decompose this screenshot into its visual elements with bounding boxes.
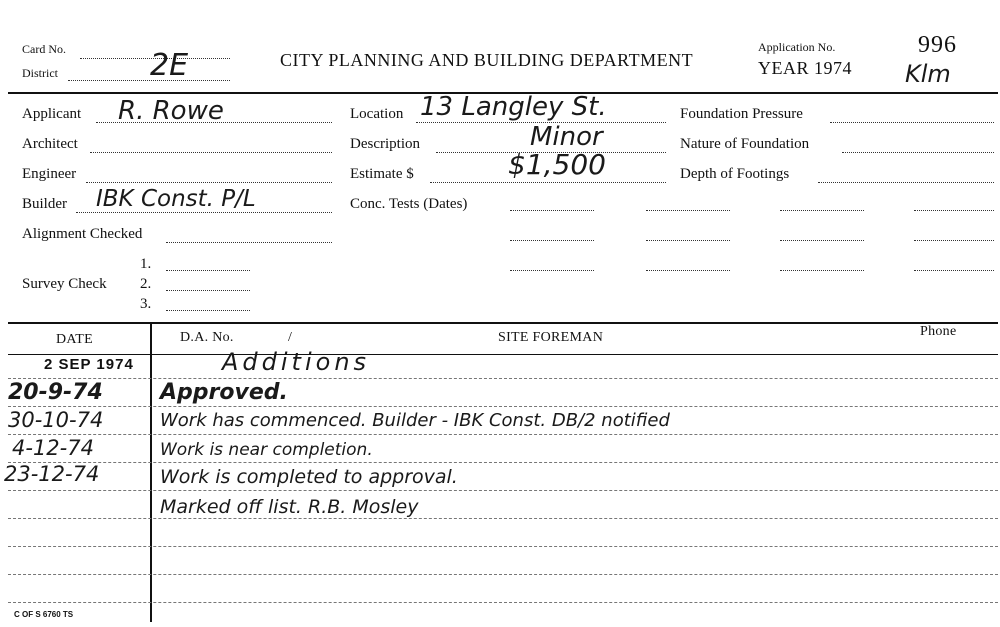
log-row-text: Work is completed to approval. [160, 466, 458, 488]
form-code: C OF S 6760 TS [14, 610, 74, 619]
row-divider [8, 462, 998, 463]
builder-line [76, 212, 332, 213]
foundation-pressure-label: Foundation Pressure [680, 106, 803, 122]
log-row-text: Approved. [160, 380, 288, 405]
row-divider [8, 518, 998, 519]
application-note: Klm [905, 60, 951, 88]
application-no-label: Application No. [758, 40, 836, 54]
survey-line-3 [166, 310, 250, 311]
nature-foundation-line [842, 152, 994, 153]
log-row-text: Work has commenced. Builder - IBK Const. DB/2 notified [160, 410, 670, 431]
district-line [68, 80, 230, 81]
row-divider [8, 406, 998, 407]
architect-label: Architect [22, 136, 78, 152]
log-header-site-foreman: SITE FOREMAN [498, 330, 604, 345]
nature-foundation-label: Nature of Foundation [680, 136, 810, 152]
log-row-date: 30-10-74 [8, 408, 104, 432]
log-row-text: Marked off list. R.B. Mosley [160, 496, 419, 518]
conc-test-line [914, 240, 994, 241]
log-header-date: DATE [56, 332, 93, 347]
engineer-label: Engineer [22, 166, 77, 182]
log-header-phone: Phone [920, 324, 957, 339]
estimate-label: Estimate $ [350, 166, 414, 182]
conc-tests-label: Conc. Tests (Dates) [350, 196, 468, 212]
conc-test-line [780, 240, 864, 241]
survey-line-2 [166, 290, 250, 291]
alignment-line [166, 242, 332, 243]
survey-number-1: 1. [140, 256, 152, 272]
log-row-text: Work is near completion. [160, 440, 373, 460]
header-tick-mark: / [288, 330, 292, 345]
conc-test-line [914, 270, 994, 271]
applicant-label: Applicant [22, 106, 82, 122]
row-divider [8, 490, 998, 491]
row-divider [8, 574, 998, 575]
log-row-text: Additions [222, 348, 371, 376]
alignment-checked-label: Alignment Checked [22, 226, 143, 242]
log-row-date: 4-12-74 [12, 436, 94, 460]
row-divider [8, 434, 998, 435]
description-value: Minor [530, 122, 603, 152]
conc-test-line [646, 240, 730, 241]
conc-test-line [646, 210, 730, 211]
foundation-pressure-line [830, 122, 994, 123]
log-top-border [8, 322, 998, 324]
log-column-divider [150, 322, 152, 622]
conc-test-line [510, 270, 594, 271]
row-divider [8, 602, 998, 603]
log-header-da-no: D.A. No. [180, 330, 234, 345]
estimate-value: $1,500 [508, 148, 606, 181]
conc-test-line [510, 210, 594, 211]
district-value: 2E [150, 48, 189, 83]
survey-number-3: 3. [140, 296, 152, 312]
description-label: Description [350, 136, 420, 152]
survey-number-2: 2. [140, 276, 152, 292]
log-row-date: 23-12-74 [4, 462, 100, 486]
location-value: 13 Langley St. [420, 92, 607, 122]
card-no-label: Card No. [22, 42, 66, 56]
log-header-divider [8, 354, 998, 355]
survey-line-1 [166, 270, 250, 271]
location-label: Location [350, 106, 404, 122]
depth-footings-line [818, 182, 994, 183]
applicant-value: R. Rowe [118, 96, 224, 126]
architect-line [90, 152, 332, 153]
application-number: 996 [918, 32, 957, 58]
depth-footings-label: Depth of Footings [680, 166, 790, 182]
conc-test-line [780, 270, 864, 271]
builder-value: IBK Const. P/L [96, 186, 256, 212]
conc-test-line [914, 210, 994, 211]
log-row-date: 2 SEP 1974 [44, 356, 134, 373]
builder-label: Builder [22, 196, 67, 212]
year-label: YEAR 1974 [758, 58, 852, 78]
log-row-date: 20-9-74 [8, 380, 103, 405]
engineer-line [86, 182, 332, 183]
conc-test-line [780, 210, 864, 211]
survey-check-label: Survey Check [22, 276, 107, 292]
district-label: District [22, 66, 58, 80]
conc-test-line [646, 270, 730, 271]
estimate-line [430, 182, 666, 183]
row-divider [8, 378, 998, 379]
row-divider [8, 546, 998, 547]
conc-test-line [510, 240, 594, 241]
department-title: CITY PLANNING AND BUILDING DEPARTMENT [280, 50, 694, 70]
